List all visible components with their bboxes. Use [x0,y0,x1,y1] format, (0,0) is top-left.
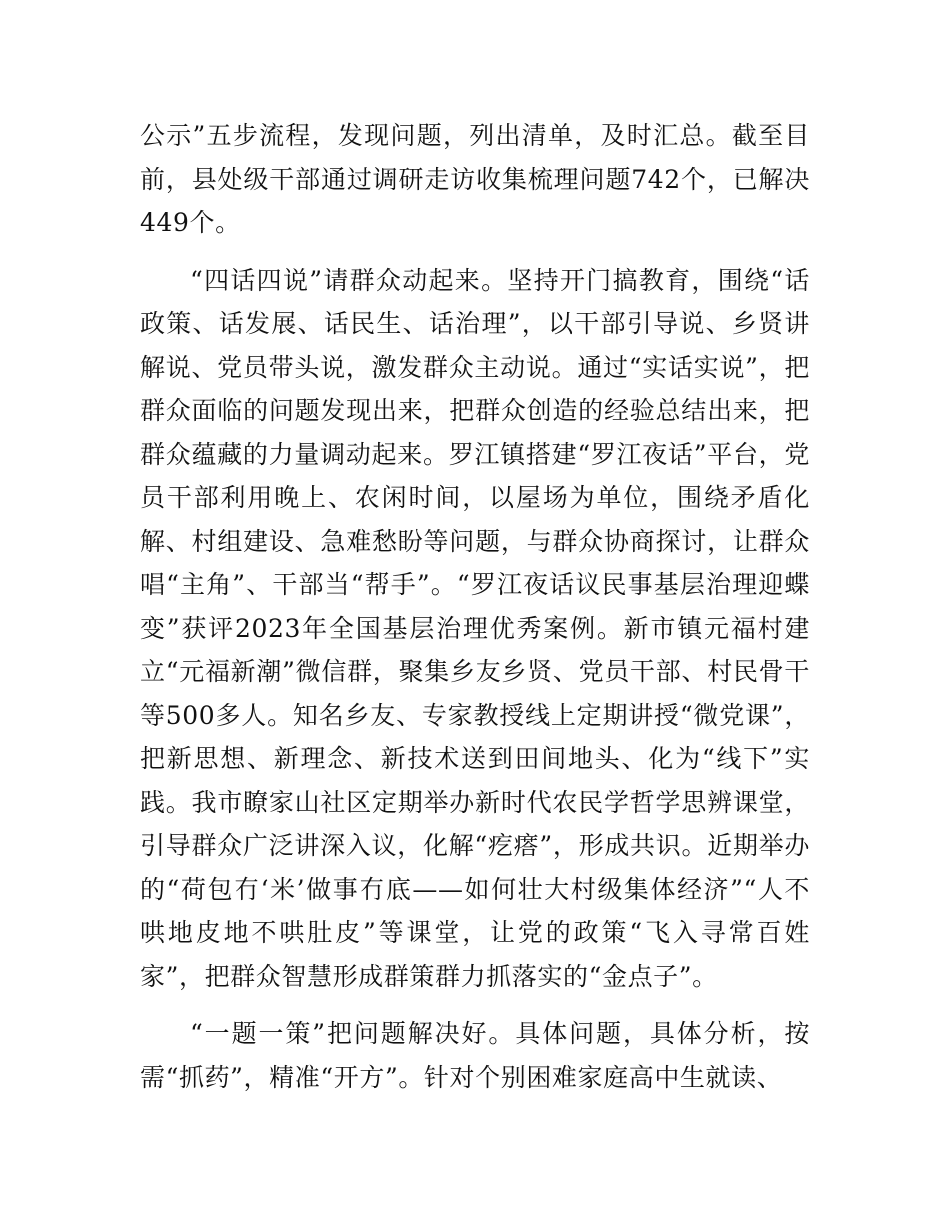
paragraph-3: “一题一策”把问题解决好。具体问题，具体分析，按需“抓药”，精准“开方”。针对个别困难家庭高中生就读、 [140,1019,810,1092]
paragraph-1: 公示”五步流程，发现问题，列出清单，及时汇总。截至目前，县处级干部通过调研走访收集梳理问题742个，已解决449个。 [140,121,810,237]
document-body [140,114,810,1099]
paragraph-2: “四话四说”请群众动起来。坚持开门搞教育，围绕“话政策、话发展、话民生、话治理”，以干部引导说、乡贤讲解说、党员带头说，激发群众主动说。通过“实话实说”，把群众面临的问题发现出来，把群众创造的经验总结出来，把群众蕴藏的力量调动起来。罗江镇搭建“罗江夜话”平台，党员干部利用晚上、农闲时间，以屋场为单位，围绕矛盾化解、村组建设、急难愁盼等问题，与群众协商探讨，让群众唱“主角”、干部当“帮手”。“罗江夜话议民事基层治理迎蝶变”获评2023年全国基层治理优秀案例。新市镇元福村建立“元福新潮”微信群，聚集乡友乡贤、党员干部、村民骨干等500多人。知名乡友、专家教授线上定期讲授“微党课”，把新思想、新理念、新技术送到田间地头、化为“线下”实践。我市瞭家山社区定期举办新时代农民学哲学思辨课堂，引导群众广泛讲深入议，化解“疙瘩”，形成共识。近期举办的“荷包冇‘米’做事冇底——如何壮大村级集体经济”“人不哄地皮地不哄肚皮”等课堂，让党的政策“飞入寻常百姓家”，把群众智慧形成群策群力抓落实的“金点子”。 [140,265,810,991]
